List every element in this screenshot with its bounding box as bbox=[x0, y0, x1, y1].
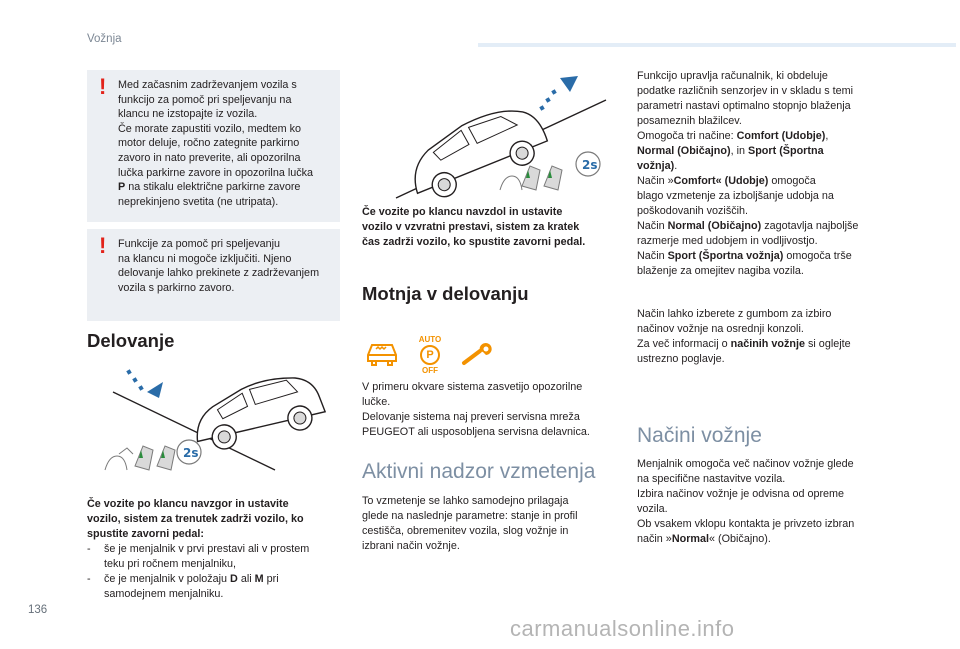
running-header: Vožnja bbox=[87, 33, 122, 45]
svg-text:2s: 2s bbox=[183, 446, 199, 460]
warning-exclamation-icon: ! bbox=[99, 74, 107, 99]
svg-text:2s: 2s bbox=[582, 158, 598, 172]
service-wrench-icon bbox=[460, 341, 494, 367]
header-bar bbox=[478, 43, 956, 47]
warning-1-text: Med začasnim zadrževanjem vozila s funkcijo za pomoč pri speljevanju na klancu ne izstopajte iz vozila. Če morate zapustiti vozilo, medtem ko motor deluje, ročno zategnite parkirno zavoro in nato preverite, ali opozorilna lučka parkirne zavore in opozorilna lučka P na stikalu električne parkirne zavore neprekinjeno svetita (ne utripata). bbox=[118, 79, 314, 208]
aktivni-text: To vzmetenje se lahko samodejno prilagaja glede na naslednje parametre: stanje in profil cestišča, obremenitev vozila, slog vožnje in izbrani način vožnje. bbox=[362, 495, 578, 552]
motnja-text: V primeru okvare sistema zasvetijo opozorilne lučke. Delovanje sistema naj preveri servisna mreža PEUGEOT ali usposobljena servisna delavnica. bbox=[362, 381, 590, 438]
warning-2-text: Funkcije za pomoč pri speljevanju na klancu ni mogoče izključiti. Njeno delovanje lahko prekinete z zadrževanjem vozila s parkirno zavoro. bbox=[118, 238, 320, 294]
warning-box-2 bbox=[87, 229, 340, 321]
suspension-description: Funkcijo upravlja računalnik, ki obdeluje podatke različnih senzorjev in v skladu s temi parametri nastavi optimalno stopnjo blaženja posameznih blažilcev. Omogoča tri načine: Comfort (Udobje), Normal (Običajno), in Sport (Športna vožnja). Način »Comfort« (Udobje) omogoča blago vzmetenje za izboljšanje udobja na poškodovanih voziščih. Način Normal (Običajno) zagotavlja najboljše razmerje med udobjem in vodljivostjo. Način Sport (Športna vožnja) omogoča trše blaženje za omejitev nagiba vozila. bbox=[637, 70, 859, 277]
bullet-manual: - še je menjalnik v prvi prestavi ali v prostem bbox=[87, 543, 310, 555]
nacini-text: Menjalnik omogoča več načinov vožnje glede na specifične nastavitve vozila. Izbira načinov vožnje je odvisna od opreme vozila. Ob vsakem vklopu kontakta je privzeto izbran način »Normal« (Običajno). bbox=[637, 458, 855, 545]
section-title-aktivni: Aktivni nadzor vzmetenja bbox=[362, 460, 596, 483]
uphill-caption: Če vozite po klancu navzgor in ustavite vozilo, sistem za trenutek zadrži vozilo, ko spustite zavorni pedal: bbox=[87, 498, 304, 540]
bullet-automatic: - če je menjalnik v položaju D ali M pri bbox=[87, 573, 279, 585]
mode-selection-text: Način lahko izberete z gumbom za izbiro načinov vožnje na osrednji konzoli. Za več informacij o načinih vožnje si oglejte ustrezno poglavje. bbox=[637, 308, 851, 365]
watermark: carmanualsonline.info bbox=[510, 616, 735, 641]
section-title-delovanje: Delovanje bbox=[87, 330, 175, 351]
auto-p-off-icon: AUTO P OFF bbox=[418, 335, 442, 375]
downhill-car-illustration bbox=[362, 70, 612, 200]
suspension-warning-icon bbox=[364, 339, 400, 369]
section-title-motnja: Motnja v delovanju bbox=[362, 283, 529, 304]
uphill-bullets: - še je menjalnik v prvi prestavi ali v prostem teku pri ročnem menjalniku, - če je menjalnik v položaju D ali M pri samodejnem menjalniku. bbox=[87, 542, 347, 602]
page-number: 136 bbox=[28, 604, 48, 616]
warning-box-1 bbox=[87, 70, 340, 222]
warning-exclamation-icon: ! bbox=[99, 233, 107, 258]
downhill-caption: Če vozite po klancu navzdol in ustavite vozilo v vzvratni prestavi, sistem za kratek čas zadrži vozilo, ko spustite zavorni pedal. bbox=[362, 206, 586, 248]
uphill-car-illustration bbox=[95, 362, 340, 482]
warning-icons-row bbox=[364, 335, 494, 375]
section-title-nacini: Načini vožnje bbox=[637, 424, 762, 447]
